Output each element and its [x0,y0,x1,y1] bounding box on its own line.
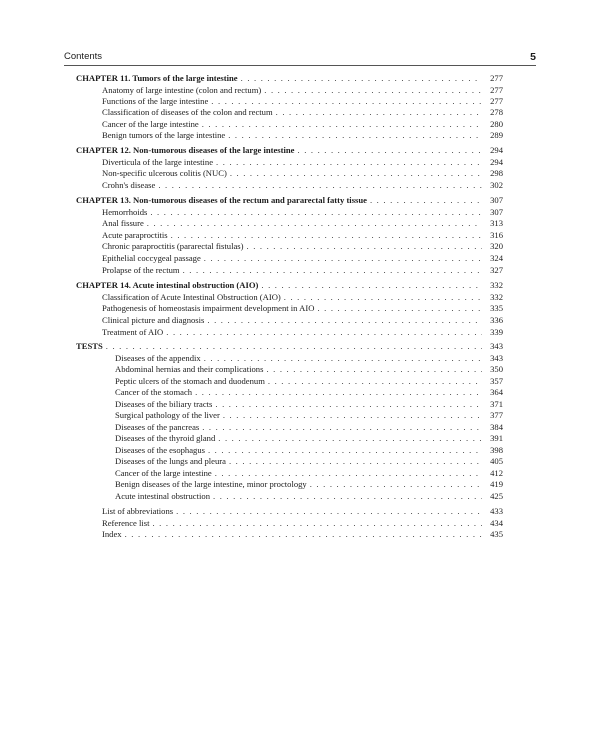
toc-entry-title: Diverticula of the large intestine [102,157,214,167]
dot-leader [147,217,482,229]
running-head: Contents [64,51,103,62]
dot-leader [229,455,482,467]
toc-entry-row [102,106,503,118]
toc-page-number: 289 [490,130,503,140]
dot-leader [228,129,482,141]
toc-entry-title: Treatment of AIO [102,327,164,337]
toc-entry-title: Anal fissure [102,218,144,228]
toc-page-number: 302 [490,180,503,190]
dot-leader [218,432,482,444]
toc-page-number: 307 [490,195,503,205]
toc-entry-title: Non-specific ulcerous colitis (NUC) [102,168,227,178]
toc-page-number: 357 [490,376,503,386]
toc-page-number: 280 [490,119,503,129]
toc-entry-title: Abdominal hernias and their complications [115,364,264,374]
toc-page-number: 391 [490,433,503,443]
dot-leader [223,409,482,421]
toc-entry-row [102,240,503,252]
toc-page-number: 298 [490,168,503,178]
toc-page-number: 327 [490,265,503,275]
toc-entry-title: Hemorrhoids [102,207,148,217]
dot-leader [176,505,482,517]
toc-entry-title: Cancer of the large intestine [115,468,212,478]
dot-leader [298,144,483,156]
toc-page-number: 377 [490,410,503,420]
toc-entry-title: Clinical picture and diagnosis [102,315,205,325]
dot-leader [183,264,482,276]
toc-entry-row [115,432,503,444]
dot-leader [213,490,482,502]
toc-entry-row [102,302,503,314]
toc-entry-title: TESTS [76,341,103,351]
toc-chapter-row [76,279,503,291]
toc-entry-title: Diseases of the biliary tracts [115,399,213,409]
toc-page-number: 294 [490,145,503,155]
toc-entry-title: Functions of the large intestine [102,96,209,106]
dot-leader [195,386,482,398]
toc-page-number: 425 [490,491,503,501]
dot-leader [166,326,482,338]
toc-page-number: 433 [490,506,503,516]
toc-entry-title: Index [102,529,122,539]
toc-chapter-row [76,72,503,84]
toc-entry-title: CHAPTER 11. Tumors of the large intestine [76,73,238,83]
toc-entry-row [115,409,503,421]
toc-entry-title: List of abbreviations [102,506,174,516]
toc-entry-title: Epithelial coccygeal passage [102,253,201,263]
toc-entry-row [102,129,503,141]
toc-entry-title: Cancer of the stomach [115,387,193,397]
toc-entry-title: Peptic ulcers of the stomach and duodenum [115,376,265,386]
toc-page-number: 405 [490,456,503,466]
dot-leader [204,252,482,264]
dot-leader [106,340,482,352]
toc-entry-row [115,490,503,502]
toc-entry-title: Acute intestinal obstruction [115,491,210,501]
toc-entry-title: Prolapse of the rectum [102,265,180,275]
toc-page-number: 412 [490,468,503,478]
toc-page-number: 343 [490,353,503,363]
dot-leader [310,478,482,490]
dot-leader [266,363,482,375]
toc-entry-row [115,455,503,467]
toc-chapter-row [76,340,503,352]
dot-leader [230,167,482,179]
toc-entry-row [115,386,503,398]
toc-page-number: 335 [490,303,503,313]
toc-page-number: 434 [490,518,503,528]
dot-leader [207,314,482,326]
toc-page-number: 316 [490,230,503,240]
toc-page-number: 364 [490,387,503,397]
toc-entry-row [115,478,503,490]
toc-entry-row [102,217,503,229]
toc-entry-row [102,252,503,264]
toc-entry-title: Diseases of the lungs and pleura [115,456,226,466]
toc-entry-title: Surgical pathology of the liver [115,410,220,420]
toc-page-number: 307 [490,207,503,217]
toc-entry-title: CHAPTER 13. Non-tumorous diseases of the rectum and pararectal fatty tissue [76,195,367,205]
toc-entry-title: CHAPTER 12. Non-tumorous diseases of the large intestine [76,145,295,155]
toc-page-number: 350 [490,364,503,374]
toc-entry-title: Classification of Acute Intestinal Obstruction (AIO) [102,292,281,302]
toc-entry-title: Crohn's disease [102,180,156,190]
page-number: 5 [530,51,536,63]
toc-page-number: 332 [490,292,503,302]
toc-page-number: 277 [490,96,503,106]
toc-entry-title: Classification of diseases of the colon and rectum [102,107,273,117]
toc-page-number: 277 [490,85,503,95]
toc-entry-row [115,363,503,375]
toc-entry-title: Benign diseases of the large intestine, minor proctology [115,479,307,489]
toc-page-number: 313 [490,218,503,228]
toc-page-number: 324 [490,253,503,263]
toc-page-number: 398 [490,445,503,455]
toc-entry-title: Pathogenesis of homeostasis impairment development in AIO [102,303,315,313]
toc-entry-row [102,264,503,276]
dot-leader [241,72,482,84]
toc-entry-row [102,314,503,326]
toc-chapter-row [76,194,503,206]
toc-entry-row [102,167,503,179]
toc-entry-title: Benign tumors of the large intestine [102,130,226,140]
toc-page-number: 277 [490,73,503,83]
toc-page-number: 419 [490,479,503,489]
toc-page-number: 294 [490,157,503,167]
toc-entry-title: Diseases of the esophagus [115,445,205,455]
toc-page-number: 320 [490,241,503,251]
dot-leader [125,528,482,540]
toc-page-number: 336 [490,315,503,325]
toc-entry-title: Chronic paraproctitis (pararectal fistulas) [102,241,244,251]
toc-page-number: 332 [490,280,503,290]
dot-leader [317,302,482,314]
toc-page-number: 278 [490,107,503,117]
toc-entry-title: CHAPTER 14. Acute intestinal obstruction (AIO) [76,280,259,290]
toc-entry-title: Cancer of the large intestine [102,119,199,129]
toc-page-number: 339 [490,327,503,337]
toc-entry-title: Diseases of the pancreas [115,422,200,432]
toc-page-number: 371 [490,399,503,409]
dot-leader [247,240,483,252]
toc-chapter-row [76,144,503,156]
toc-page-number: 384 [490,422,503,432]
dot-leader [261,279,482,291]
toc-entry-title: Diseases of the appendix [115,353,201,363]
toc-page-number: 343 [490,341,503,351]
toc-entry-row [102,326,503,338]
toc-entry-row [102,179,503,191]
toc-entry-title: Diseases of the thyroid gland [115,433,216,443]
toc-entry-title: Reference list [102,518,150,528]
dot-leader [276,106,482,118]
toc-entry-row [102,528,503,540]
dot-leader [158,179,482,191]
toc-entry-title: Anatomy of large intestine (colon and rectum) [102,85,262,95]
toc-page-number: 435 [490,529,503,539]
toc-entry-title: Acute paraproctitis [102,230,168,240]
dot-leader [370,194,482,206]
toc-entry-row [102,505,503,517]
